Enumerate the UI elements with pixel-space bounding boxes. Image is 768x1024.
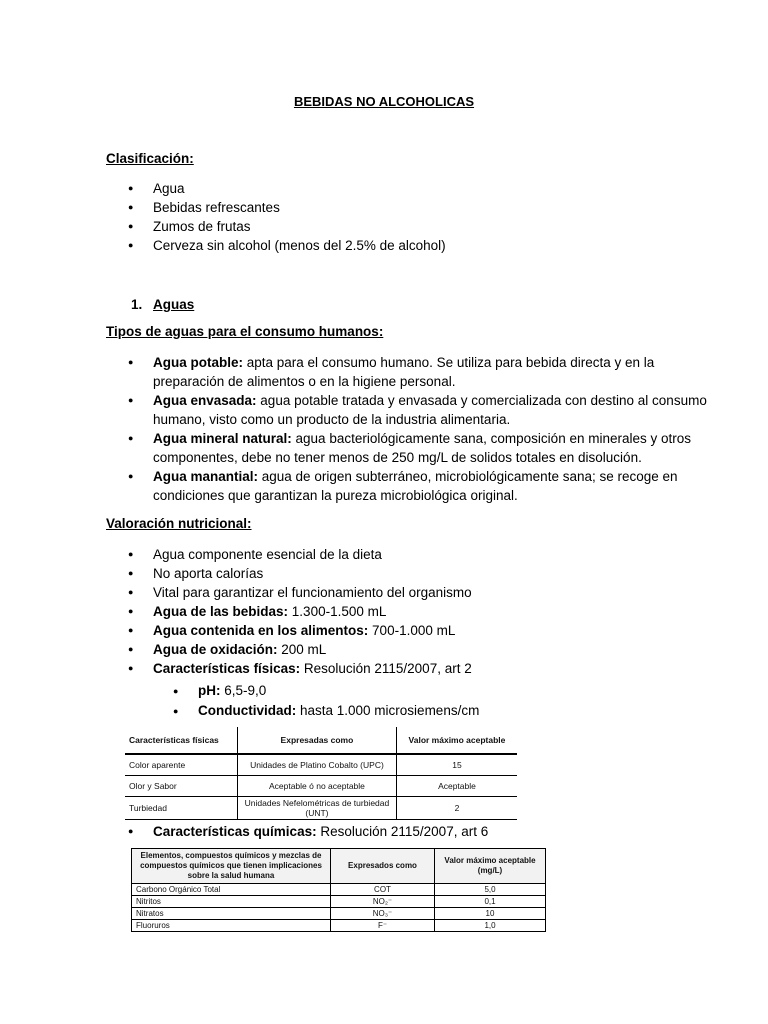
column-header: Expresadas como (237, 727, 396, 754)
table-cell: 2 (396, 797, 517, 820)
fisicas-sublist (106, 681, 479, 721)
column-header: Elementos, compuestos químicos y mezclas de compuestos químicos que tienen implicaciones sobre la salud humana (132, 849, 331, 884)
table-row (132, 884, 546, 896)
list-item (106, 391, 713, 429)
value: Resolución 2115/2007, art 2 (300, 661, 472, 676)
term: Agua potable: (153, 355, 243, 370)
section-aguas-heading (131, 297, 194, 312)
chemical-characteristics-table (131, 848, 546, 932)
table-row (125, 776, 517, 797)
list-item: ● Zumos de frutas (106, 217, 713, 236)
table-cell: 10 (435, 908, 546, 920)
section-number: 1. (131, 297, 143, 312)
list-item: ● Bebidas refrescantes (106, 198, 713, 217)
list-item (106, 659, 713, 678)
list-item (106, 429, 713, 467)
table-cell: 15 (396, 754, 517, 776)
table-row (132, 896, 546, 908)
table-cell: Olor y Sabor (125, 776, 237, 797)
table-cell: F⁻ (331, 920, 435, 932)
value: Resolución 2115/2007, art 6 (316, 824, 489, 839)
table-cell: 0,1 (435, 896, 546, 908)
table-cell: Carbono Orgánico Total (132, 884, 331, 896)
definition: agua de origen subterráneo, microbiológicamente sana; se recoge en condiciones que garantizan la pureza microbiológica original. (153, 469, 678, 503)
table-row (132, 908, 546, 920)
list-item (106, 681, 479, 701)
term: Agua de las bebidas: (153, 604, 289, 619)
table-cell: Aceptable (396, 776, 517, 797)
list-item (106, 583, 713, 602)
list-item: ● Agua (106, 179, 713, 198)
table-cell: 1,0 (435, 920, 546, 932)
tipos-list (106, 353, 713, 505)
value: 6,5-9,0 (220, 683, 267, 698)
list-item (106, 701, 479, 721)
valoracion-list (106, 545, 713, 678)
table-cell: Unidades Nefelométricas de turbiedad (UNT) (237, 797, 396, 820)
table-cell: COT (331, 884, 435, 896)
table-cell: Nitritos (132, 896, 331, 908)
list-item (106, 640, 713, 659)
list-item: ● Cerveza sin alcohol (menos del 2.5% de alcohol) (106, 236, 713, 255)
value: hasta 1.000 microsiemens/cm (296, 703, 480, 718)
value: No aporta calorías (153, 566, 264, 581)
table-cell: Turbiedad (125, 797, 237, 820)
term: Agua envasada: (153, 393, 257, 408)
column-header: Expresados como (331, 849, 435, 884)
value: 1.300-1.500 mL (288, 604, 387, 619)
list-item (106, 621, 713, 640)
definition: apta para el consumo humano. Se utiliza para bebida directa y en la preparación de alimentos o en la higiene personal. (153, 355, 655, 389)
table-cell: 5,0 (435, 884, 546, 896)
term: Agua manantial: (153, 469, 259, 484)
table-row (125, 797, 517, 820)
list-item (106, 467, 713, 505)
term: Características físicas: (153, 661, 301, 676)
table-header-row (125, 727, 517, 754)
value: Vital para garantizar el funcionamiento del organismo (153, 585, 472, 600)
quimicas-list (106, 822, 713, 841)
list-item (106, 353, 713, 391)
value: 700-1.000 mL (368, 623, 456, 638)
list-item (106, 545, 713, 564)
column-header: Valor máximo aceptable (396, 727, 517, 754)
physical-characteristics-table (125, 727, 517, 820)
table-cell: NO₃⁻ (331, 908, 435, 920)
definition: agua bacteriológicamente sana, composición en minerales y otros componentes, debe no tener menos de 250 mg/L de solidos totales en disolución. (153, 431, 692, 465)
value: 200 mL (277, 642, 327, 657)
table-cell: NO₂⁻ (331, 896, 435, 908)
table-row (132, 920, 546, 932)
table-cell: Aceptable ó no aceptable (237, 776, 396, 797)
definition: agua potable tratada y envasada y comercializada con destino al consumo humano, visto como un producto de la industria alimentaria. (153, 393, 707, 427)
table-header-row (132, 849, 546, 884)
table-cell: Fluoruros (132, 920, 331, 932)
term: pH: (198, 683, 221, 698)
column-header: Valor máximo aceptable (mg/L) (435, 849, 546, 884)
term: Agua mineral natural: (153, 431, 292, 446)
term: Conductividad: (198, 703, 297, 718)
list-item (106, 602, 713, 621)
list-item (106, 822, 713, 841)
term: Características químicas: (153, 824, 317, 839)
table-cell: Color aparente (125, 754, 237, 776)
value: Agua componente esencial de la dieta (153, 547, 382, 562)
clasificacion-list (106, 179, 713, 255)
valoracion-heading: Valoración nutricional: (106, 516, 252, 531)
page-title: BEBIDAS NO ALCOHOLICAS (293, 94, 475, 109)
column-header: Características físicas (125, 727, 237, 754)
tipos-heading: Tipos de aguas para el consumo humanos: (106, 324, 384, 339)
term: Agua de oxidación: (153, 642, 278, 657)
table-cell: Unidades de Platino Cobalto (UPC) (237, 754, 396, 776)
table-cell: Nitratos (132, 908, 331, 920)
list-item (106, 564, 713, 583)
section-title: Aguas (153, 297, 195, 312)
clasificacion-heading: Clasificación: (106, 151, 194, 166)
term: Agua contenida en los alimentos: (153, 623, 369, 638)
table-row (125, 754, 517, 776)
